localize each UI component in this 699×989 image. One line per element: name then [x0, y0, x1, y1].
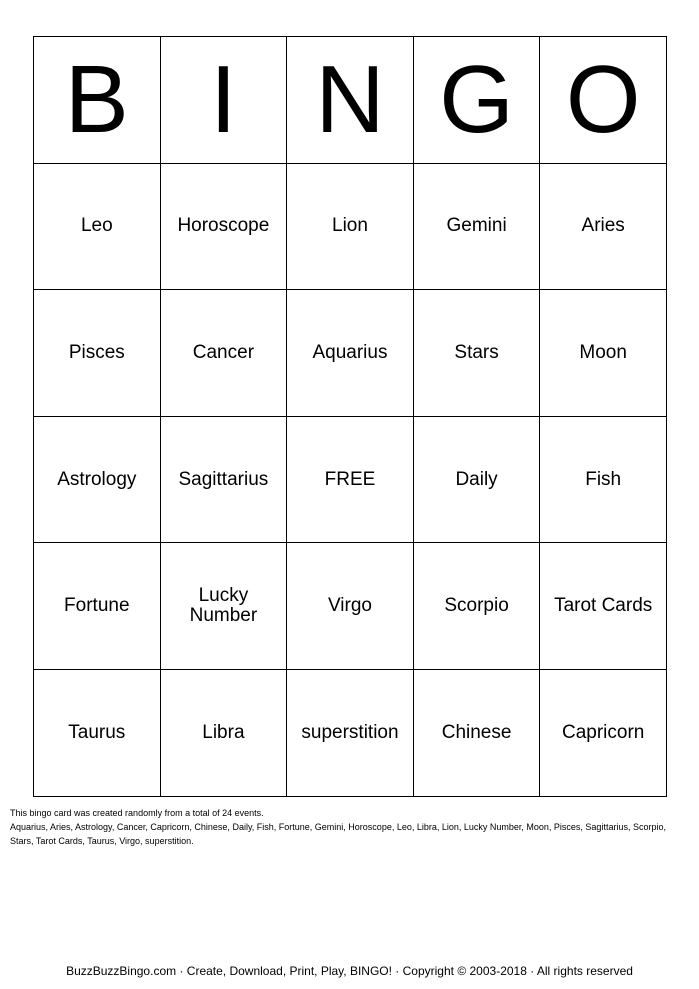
- bingo-cell: Cancer: [160, 290, 287, 417]
- bingo-free-cell: FREE: [287, 416, 414, 543]
- bingo-cell: Stars: [413, 290, 540, 417]
- bingo-cell: Sagittarius: [160, 416, 287, 543]
- bingo-cell: Aries: [540, 163, 667, 290]
- bingo-row: [34, 163, 667, 290]
- bingo-header-letter: I: [160, 37, 287, 164]
- bingo-row: [34, 290, 667, 417]
- bingo-header-row: [34, 37, 667, 164]
- bingo-cell: Astrology: [34, 416, 161, 543]
- bingo-cell: superstition: [287, 669, 414, 796]
- bingo-cell: Taurus: [34, 669, 161, 796]
- bingo-cell: Pisces: [34, 290, 161, 417]
- bingo-cell: Fortune: [34, 543, 161, 670]
- bingo-card: [33, 36, 667, 797]
- bingo-row: [34, 543, 667, 670]
- event-list-text: Aquarius, Aries, Astrology, Cancer, Capricorn, Chinese, Daily, Fish, Fortune, Gemini, Horoscope, Leo, Libra, Lion, Lucky Number, Moon, Pisces, Sagittarius, Scorpio, Stars, Tarot Cards, Taurus, Virgo, superstition.: [10, 822, 666, 846]
- bingo-cell: Daily: [413, 416, 540, 543]
- bingo-cell: Virgo: [287, 543, 414, 670]
- bingo-header-letter: O: [540, 37, 667, 164]
- bingo-cell: Horoscope: [160, 163, 287, 290]
- bingo-cell: Scorpio: [413, 543, 540, 670]
- bingo-cell: Tarot Cards: [540, 543, 667, 670]
- bingo-cell: Fish: [540, 416, 667, 543]
- bingo-cell: Capricorn: [540, 669, 667, 796]
- bingo-cell: Gemini: [413, 163, 540, 290]
- bingo-header-letter: B: [34, 37, 161, 164]
- bingo-cell: Lucky Number: [160, 543, 287, 670]
- bingo-cell: Moon: [540, 290, 667, 417]
- event-list-note: [10, 806, 690, 848]
- bingo-row: [34, 669, 667, 796]
- page-footer: BuzzBuzzBingo.com · Create, Download, Print, Play, BINGO! · Copyright © 2003-2018 · All rights reserved: [66, 964, 633, 978]
- bingo-cell: Libra: [160, 669, 287, 796]
- bingo-cell: Chinese: [413, 669, 540, 796]
- event-count-text: This bingo card was created randomly from a total of 24 events.: [10, 808, 264, 818]
- bingo-cell: Leo: [34, 163, 161, 290]
- bingo-header-letter: N: [287, 37, 414, 164]
- bingo-cell: Lion: [287, 163, 414, 290]
- bingo-cell: Aquarius: [287, 290, 414, 417]
- bingo-row: [34, 416, 667, 543]
- bingo-header-letter: G: [413, 37, 540, 164]
